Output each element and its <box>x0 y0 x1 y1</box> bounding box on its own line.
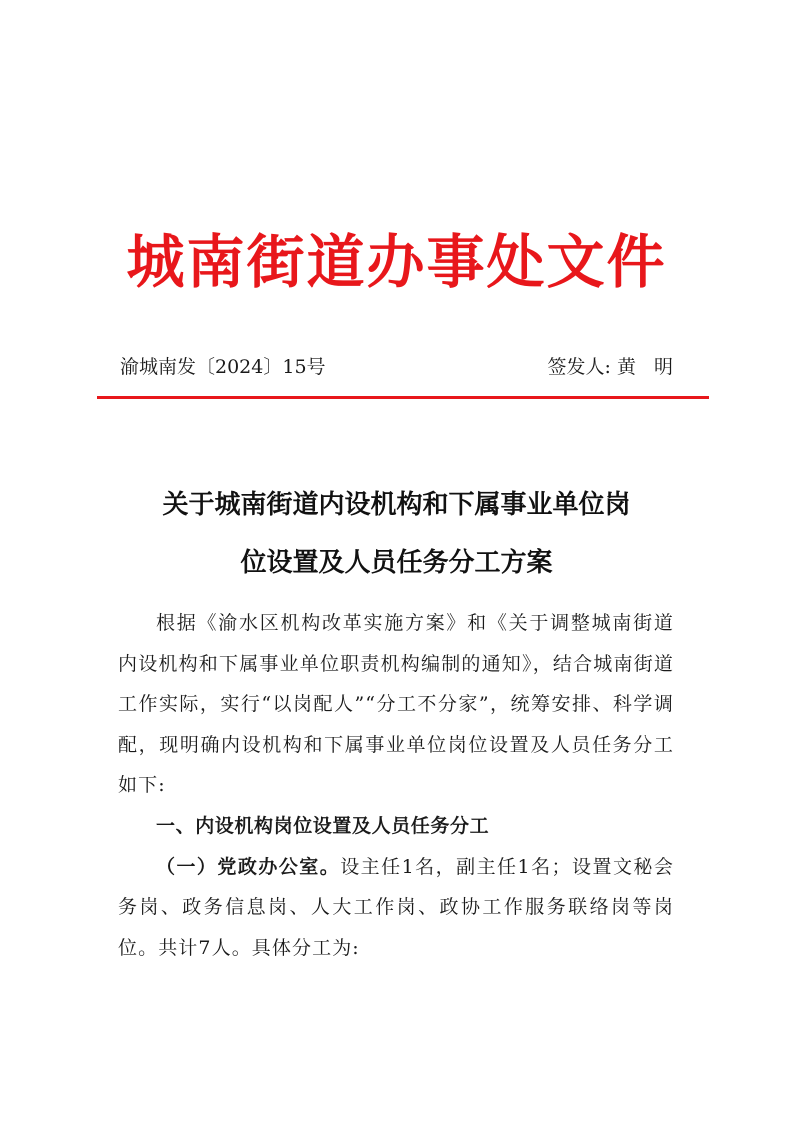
document-number: 渝城南发〔2024〕15号 <box>120 356 326 378</box>
document-title <box>97 476 696 592</box>
document-title-line-2: 位设置及人员任务分工方案 <box>240 548 553 578</box>
issuer-label: 签发人: <box>547 356 611 378</box>
red-separator-line <box>97 396 709 399</box>
issuer-block <box>547 352 691 382</box>
document-title-line-1: 关于城南街道内设机构和下属事业单位岗 <box>162 490 631 520</box>
subsection-paragraph-1 <box>118 847 674 969</box>
issuer-name: 黄明 <box>616 356 691 378</box>
section-heading-1: 一、内设机构岗位设置及人员任务分工 <box>156 814 490 837</box>
document-body <box>118 603 674 968</box>
intro-paragraph: 根据《渝水区机构改革实施方案》和《关于调整城南街道内设机构和下属事业单位职责机构编制的通知》，结合城南街道工作实际，实行“以岗配人”“分工不分家”，统筹安排、科学调配，现明确内设机构和下属事业单位岗位设置及人员任务分工如下: <box>118 612 674 797</box>
document-meta-row <box>120 352 691 382</box>
subsection-text-1: 设主任1名，副主任1名；设置文秘会务岗、政务信息岗、人大工作岗、政协工作服务联络岗等岗位。共计7人。具体分工为: <box>118 855 674 959</box>
subsection-heading-1: （一）党政办公室。 <box>156 855 341 878</box>
document-header-title: 城南街道办事处文件 <box>126 228 667 296</box>
